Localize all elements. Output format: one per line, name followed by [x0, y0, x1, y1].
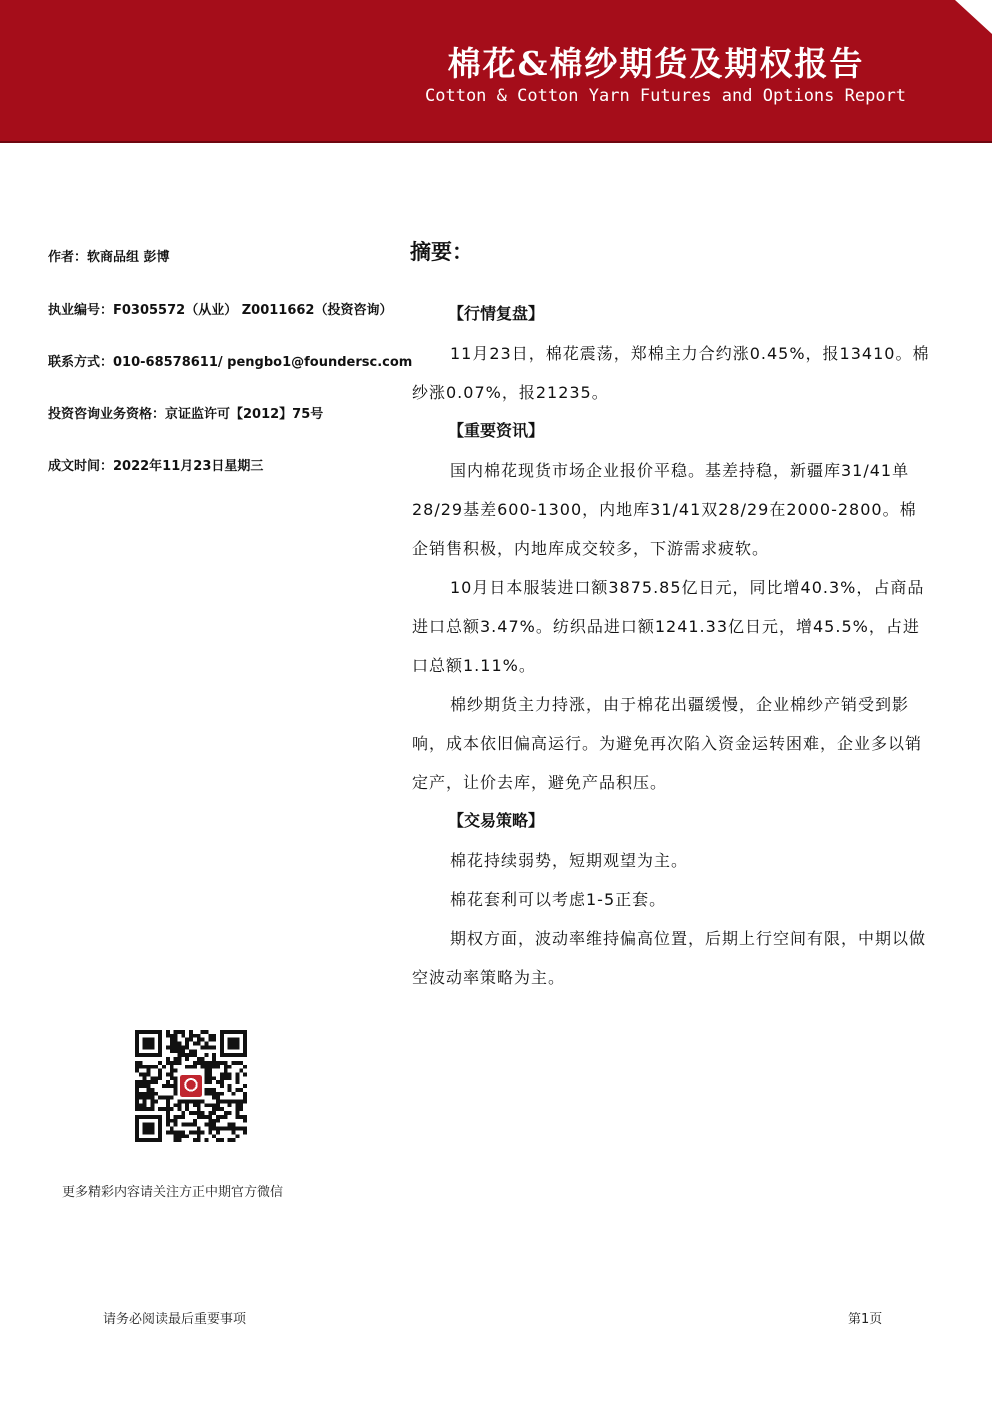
- paragraph-news-spot: 国内棉花现货市场企业报价平稳。基差持稳，新疆库31/41单28/29基差600-1300，内地库31/41双28/29在2000-2800。棉企销售积极，内地库成交较多，下游需求疲软。: [412, 461, 917, 558]
- paragraph-strategy-cotton: 棉花持续弱势，短期观望为主。: [450, 851, 689, 870]
- paragraph-news-yarn: 棉纱期货主力持涨，由于棉花出疆缓慢，企业棉纱产销受到影响，成本依旧偏高运行。为避免再次陷入资金运转困难，企业多以销定产，让价去库，避免产品积压。: [412, 695, 923, 792]
- author-line: 作者：软商品组 彭博: [48, 250, 170, 265]
- paragraph-market-review: 11月23日，棉花震荡，郑棉主力合约涨0.45%，报13410。棉纱涨0.07%，报21235。: [412, 344, 930, 402]
- qr-code-icon: [135, 1030, 247, 1142]
- paragraph-strategy-options: 期权方面，波动率维持偏高位置，后期上行空间有限，中期以做空波动率策略为主。: [412, 929, 927, 987]
- qualification-line: 投资咨询业务资格：京证监许可【2012】75号: [48, 407, 324, 422]
- date-line: 成文时间：2022年11月23日星期三: [48, 459, 264, 474]
- paragraph-news-japan: 10月日本服装进口额3875.85亿日元，同比增40.3%，占商品进口总额3.47%。纺织品进口额1241.33亿日元，增45.5%，占进口总额1.11%。: [412, 578, 925, 675]
- footer-notice: 请务必阅读最后重要事项: [103, 1312, 247, 1327]
- report-title-cn: 棉花&棉纱期货及期权报告: [447, 44, 865, 83]
- summary-title: 摘要：: [410, 240, 473, 264]
- license-line: 执业编号：F0305572（从业） Z0011662（投资咨询）: [48, 303, 393, 318]
- contact-line: 联系方式：010-68578611/ pengbo1@foundersc.com: [48, 355, 413, 370]
- page-number: 第1页: [848, 1312, 883, 1327]
- paragraph-strategy-arbitrage: 棉花套利可以考虑1-5正套。: [450, 890, 667, 909]
- qr-caption: 更多精彩内容请关注方正中期官方微信: [62, 1185, 284, 1200]
- header-divider: [0, 141, 992, 143]
- report-title-en: Cotton & Cotton Yarn Futures and Options Report: [425, 86, 907, 106]
- section-heading-market-review: 【行情复盘】: [448, 304, 545, 323]
- section-heading-key-news: 【重要资讯】: [448, 421, 545, 440]
- section-heading-strategy: 【交易策略】: [448, 811, 545, 830]
